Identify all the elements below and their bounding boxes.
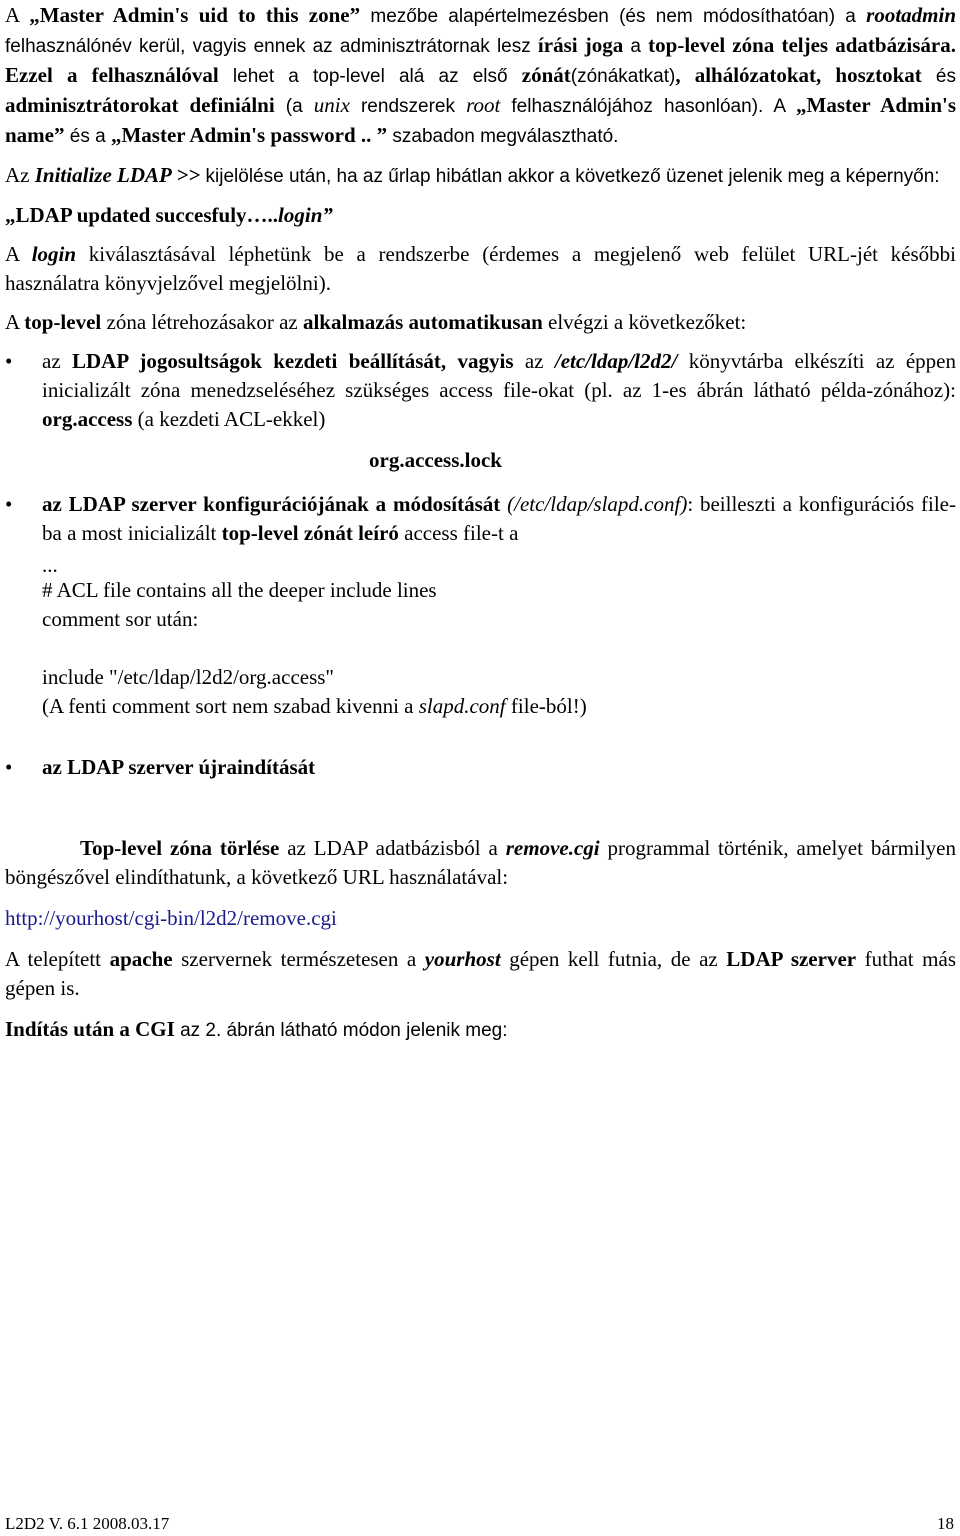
text: könyvtárba elkészíti az éppen inicializált zóna menedzseléséhez szükséges access file-okat (pl. az 1-es ábrán látható példa-zónához): xyxy=(42,349,956,402)
text: gépen kell futnia, de az xyxy=(500,947,727,971)
text: az LDAP adatbázisból a xyxy=(279,836,506,860)
remove-cgi-url-link[interactable]: http://yourhost/cgi-bin/l2d2/remove.cgi xyxy=(5,906,337,930)
text: szabadon megválasztható. xyxy=(387,126,619,147)
term-slapd-conf-path: (/etc/ldap/slapd.conf) xyxy=(500,492,688,516)
paragraph-login xyxy=(5,240,956,298)
text: az xyxy=(513,349,555,373)
paragraph-top-level-delete xyxy=(5,834,956,892)
term-root: root xyxy=(466,93,501,117)
bullet-text: az LDAP szerver újraindítását xyxy=(42,755,316,779)
text: (a xyxy=(274,96,314,117)
text: a xyxy=(623,36,649,57)
paragraph-initialize-ldap xyxy=(5,161,956,191)
bullet-text xyxy=(42,347,956,434)
term-top-level-zona-torlese: Top-level zóna törlése xyxy=(80,836,280,860)
text: access file-t a xyxy=(398,521,519,545)
text: (a kezdeti ACL-ekkel) xyxy=(132,407,326,431)
text: (A fenti comment sort nem szabad kivenni a xyxy=(42,694,419,718)
term-alkalmazas: alkalmazás automatikusan xyxy=(302,310,543,334)
text: A xyxy=(5,310,25,334)
text: Az xyxy=(5,163,35,187)
text: programmal történik, amelyet bármilyen böngészővel elindíthatunk, a következő URL használatával: xyxy=(5,836,956,889)
text: rendszerek xyxy=(349,96,467,117)
code-line-ellipsis: ... xyxy=(42,553,58,577)
note-slapd-conf xyxy=(42,692,956,721)
text: kijelölése után, ha az űrlap hibátlan akkor a következő üzenet jelenik meg a képernyőn: xyxy=(200,166,940,187)
term-irasi-joga: írási joga xyxy=(537,33,624,57)
term-zonat: zónát xyxy=(521,63,571,87)
text: A xyxy=(5,242,32,266)
term-ldap-szerver-konfig: az LDAP szerver konfigurációjának a módosítását xyxy=(42,492,501,516)
text: lehet a top-level alá az első xyxy=(218,66,522,87)
page-footer xyxy=(5,1514,954,1534)
text: file-ból!) xyxy=(505,694,587,718)
term-rootadmin: rootadmin xyxy=(866,3,957,27)
text: futhat más gépen is. xyxy=(5,947,957,1000)
term-top-level-zonat-leiro: top-level zónát leíró xyxy=(221,521,399,545)
page-number: 18 xyxy=(937,1514,954,1533)
term-inditas-utan: Indítás után a CGI xyxy=(5,1017,175,1041)
term-unix: unix xyxy=(313,93,350,117)
bullet-icon: • xyxy=(5,492,13,516)
text: mezőbe alapértelmezésben (és nem módosíthatóan) a xyxy=(360,6,867,27)
text: kiválasztásával léphetünk be a rendszerbe (érdemes a megjelenő web felület URL-jét későbbi használatra könyvjelzővel megjelölni). xyxy=(5,242,956,295)
term-master-admin-uid: „Master Admin's uid to this zone” xyxy=(29,3,361,27)
term-top-level-zona: top-level zóna teljes adatbázisára. Ezzel a felhasználóval xyxy=(5,33,956,87)
text: elvégzi a következőket: xyxy=(542,310,747,334)
paragraph-master-admin xyxy=(5,1,956,151)
document-page xyxy=(5,0,956,1045)
bullet-ldap-jogosultsagok xyxy=(5,347,956,475)
text: felhasználójához hasonlóan). A xyxy=(500,96,797,117)
paragraph-inditas xyxy=(5,1015,956,1045)
term-yourhost: yourhost xyxy=(424,947,501,971)
bullet-slapd-conf xyxy=(5,490,956,721)
text: (zónákatkat) xyxy=(570,66,676,87)
paragraph-apache xyxy=(5,945,956,1003)
bullet-ldap-restart xyxy=(5,753,956,782)
code-line-include: include "/etc/ldap/l2d2/org.access" xyxy=(42,665,335,689)
text: az 2. ábrán látható módon jelenik meg: xyxy=(174,1020,508,1041)
term-apache: apache xyxy=(109,947,173,971)
bullet-icon: • xyxy=(5,755,13,779)
text: zóna létrehozásakor az xyxy=(101,310,303,334)
text: felhasználónév kerül, vagyis ennek az adminisztrátornak lesz xyxy=(5,36,538,57)
text: A telepített xyxy=(5,947,110,971)
code-line-acl-comment: # ACL file contains all the deeper include lines xyxy=(42,578,437,602)
term-login: login xyxy=(31,242,77,266)
message-ldap-updated xyxy=(5,201,956,230)
text: : beilleszti a konfigurációs file-ba a most inicializált xyxy=(42,492,956,545)
term-remove-cgi: remove.cgi xyxy=(505,836,600,860)
text: „LDAP updated succesfuly….. xyxy=(5,203,279,227)
term-master-admin-name: „Master Admin's name” xyxy=(5,93,957,147)
term-initialize-ldap: Initialize LDAP >> xyxy=(34,163,201,187)
bullet-icon: • xyxy=(5,349,13,373)
text: comment sor után: xyxy=(42,607,199,631)
text: A xyxy=(5,3,30,27)
term-org-access-lock: org.access.lock xyxy=(369,448,502,472)
text: szervernek természetesen a xyxy=(172,947,425,971)
term-slapd-conf: slapd.conf xyxy=(418,694,506,718)
bullet-text xyxy=(42,490,956,548)
term-adminisztratorok: adminisztrátorokat definiálni xyxy=(5,93,275,117)
text: az xyxy=(42,349,72,373)
footer-version-date: L2D2 V. 6.1 2008.03.17 xyxy=(5,1514,170,1533)
term-login: login” xyxy=(278,203,333,227)
term-master-admin-password: „Master Admin's password .. ” xyxy=(110,123,388,147)
text: és a xyxy=(64,126,111,147)
term-top-level: top-level xyxy=(24,310,102,334)
term-etc-ldap-l2d2: /etc/ldap/l2d2/ xyxy=(554,349,678,373)
term-ldap-jogosultsagok: LDAP jogosultságok kezdeti beállítását, vagyis xyxy=(72,349,514,373)
term-ldap-szerver: LDAP szerver xyxy=(726,947,857,971)
term-alhalozatok: , alhálózatokat, hosztokat xyxy=(675,63,922,87)
text: és xyxy=(921,66,956,87)
term-org-access: org.access xyxy=(42,407,133,431)
paragraph-top-level xyxy=(5,308,956,337)
